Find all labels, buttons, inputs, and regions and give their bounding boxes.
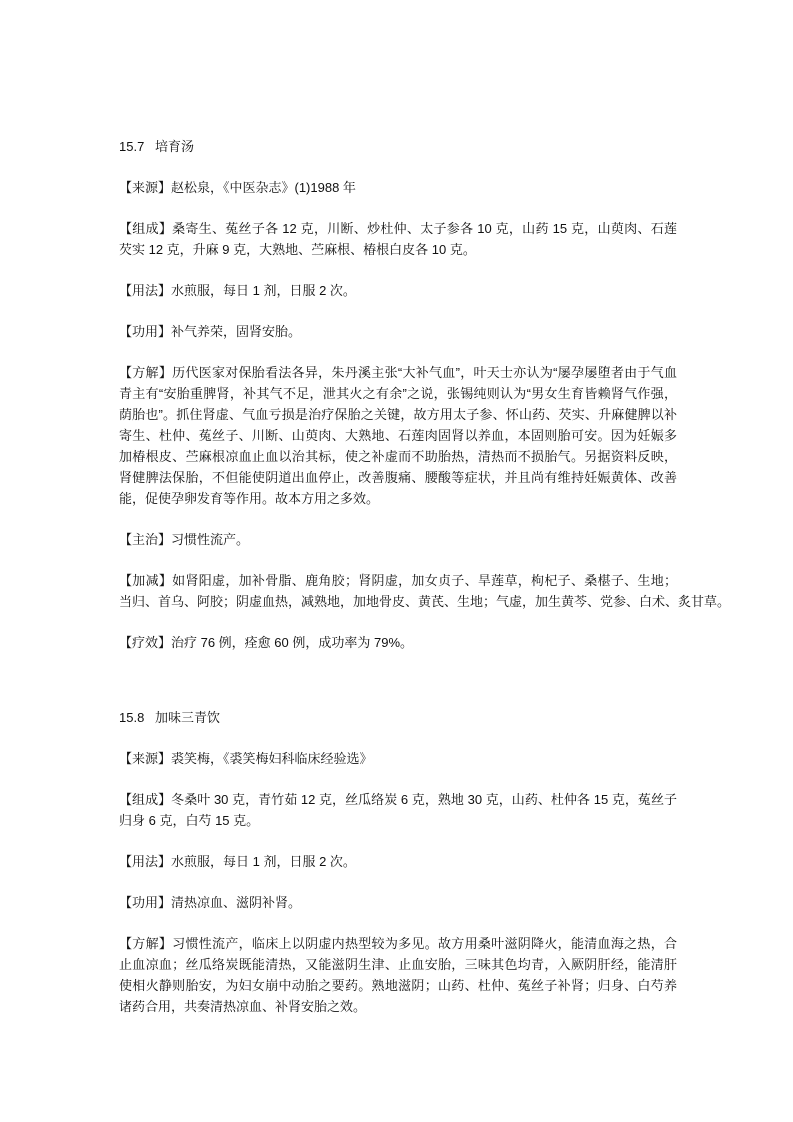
text-line: 芡实 12 克，升麻 9 克，大熟地、苎麻根、椿根白皮各 10 克。 <box>119 242 476 257</box>
text-line: 【加减】如肾阳虚，加补骨脂、鹿角胶；肾阴虚，加女贞子、旱莲草，枸杞子、桑椹子、生地； <box>119 573 677 588</box>
text-line: 荫胎也”。抓住肾虚、气血亏损是治疗保胎之关键，故方用太子参、怀山药、芡实、升麻健脾以补 <box>119 407 677 422</box>
text-line: 【来源】裘笑梅，《裘笑梅妇科临床经验选》 <box>119 751 373 766</box>
text-line: 【方解】历代医家对保胎看法各异，朱丹溪主张“大补气血”，叶天士亦认为“屡孕屡堕者由于气血 <box>119 365 677 380</box>
text-line: 使相火静则胎安，为妇女崩中动胎之要药。熟地滋阴；山药、杜仲、菟丝子补肾；归身、白芍养 <box>119 978 677 993</box>
paragraph <box>119 570 731 612</box>
text-line: 归身 6 克，白芍 15 克。 <box>119 813 260 828</box>
section-heading <box>119 136 677 157</box>
paragraph <box>119 321 677 342</box>
paragraph <box>119 892 677 913</box>
text-line: 【疗效】治疗 76 例，痊愈 60 例，成功率为 79%。 <box>119 635 413 650</box>
text-line: 【来源】赵松泉，《中医杂志》(1)1988 年 <box>119 180 356 195</box>
text-line: 寄生、杜仲、菟丝子、川断、山萸肉、大熟地、石莲肉固肾以养血，本固则胎可安。因为妊娠多 <box>119 428 677 443</box>
paragraph <box>119 177 677 198</box>
recipe-section <box>119 136 731 653</box>
text-line: 【用法】水煎服，每日 1 剂，日服 2 次。 <box>119 854 356 869</box>
section-number: 15.8 <box>119 710 145 725</box>
paragraph <box>119 851 677 872</box>
text-line: 诸药合用，共奏清热凉血、补肾安胎之效。 <box>119 999 367 1014</box>
section-title: 加味三青饮 <box>155 710 221 725</box>
text-line: 【功用】清热凉血、滋阴补肾。 <box>119 895 302 910</box>
paragraph <box>119 218 677 260</box>
text-line: 【组成】桑寄生、菟丝子各 12 克，川断、炒杜仲、太子参各 10 克，山药 15 克，山萸肉、石莲 <box>119 221 677 236</box>
paragraph <box>119 529 677 550</box>
section-number: 15.7 <box>119 139 145 154</box>
text-line: 青主有“安胎重脾肾，补其气不足，泄其火之有余”之说，张锡纯则认为“男女生育皆赖肾气作强， <box>119 386 677 401</box>
section-title: 培育汤 <box>155 139 195 154</box>
paragraph <box>119 748 677 769</box>
paragraph <box>119 362 677 509</box>
text-line: 【功用】补气养荣，固肾安胎。 <box>119 324 302 339</box>
paragraph <box>119 789 677 831</box>
text-line: 当归、首乌、阿胶；阴虚血热，减熟地，加地骨皮、黄芪、生地；气虚，加生黄芩、党参、白术、炙甘草。 <box>119 594 731 609</box>
text-line: 能，促使孕卵发育等作用。故本方用之多效。 <box>119 491 380 506</box>
paragraph <box>119 632 677 653</box>
text-line: 【主治】习惯性流产。 <box>119 532 250 547</box>
text-line: 【方解】习惯性流产，临床上以阴虚内热型较为多见。故方用桑叶滋阴降火，能清血海之热，合 <box>119 936 677 951</box>
text-line: 【用法】水煎服，每日 1 剂，日服 2 次。 <box>119 283 356 298</box>
paragraph <box>119 280 677 301</box>
paragraph <box>119 933 677 1017</box>
document-page <box>119 136 731 1017</box>
text-line: 止血凉血；丝瓜络炭既能清热，又能滋阴生津、止血安胎，三味其色均青，入厥阴肝经，能清肝 <box>119 957 677 972</box>
recipe-section <box>119 707 677 1017</box>
section-heading <box>119 707 677 728</box>
text-line: 肾健脾法保胎，不但能使阴道出血停止，改善腹痛、腰酸等症状，并且尚有维持妊娠黄体、改善 <box>119 470 677 485</box>
text-line: 【组成】冬桑叶 30 克，青竹茹 12 克，丝瓜络炭 6 克，熟地 30 克，山药、杜仲各 15 克，菟丝子 <box>119 792 677 807</box>
text-line: 加椿根皮、苎麻根凉血止血以治其标，使之补虚而不助胎热，清热而不损胎气。另据资料反映， <box>119 449 677 464</box>
